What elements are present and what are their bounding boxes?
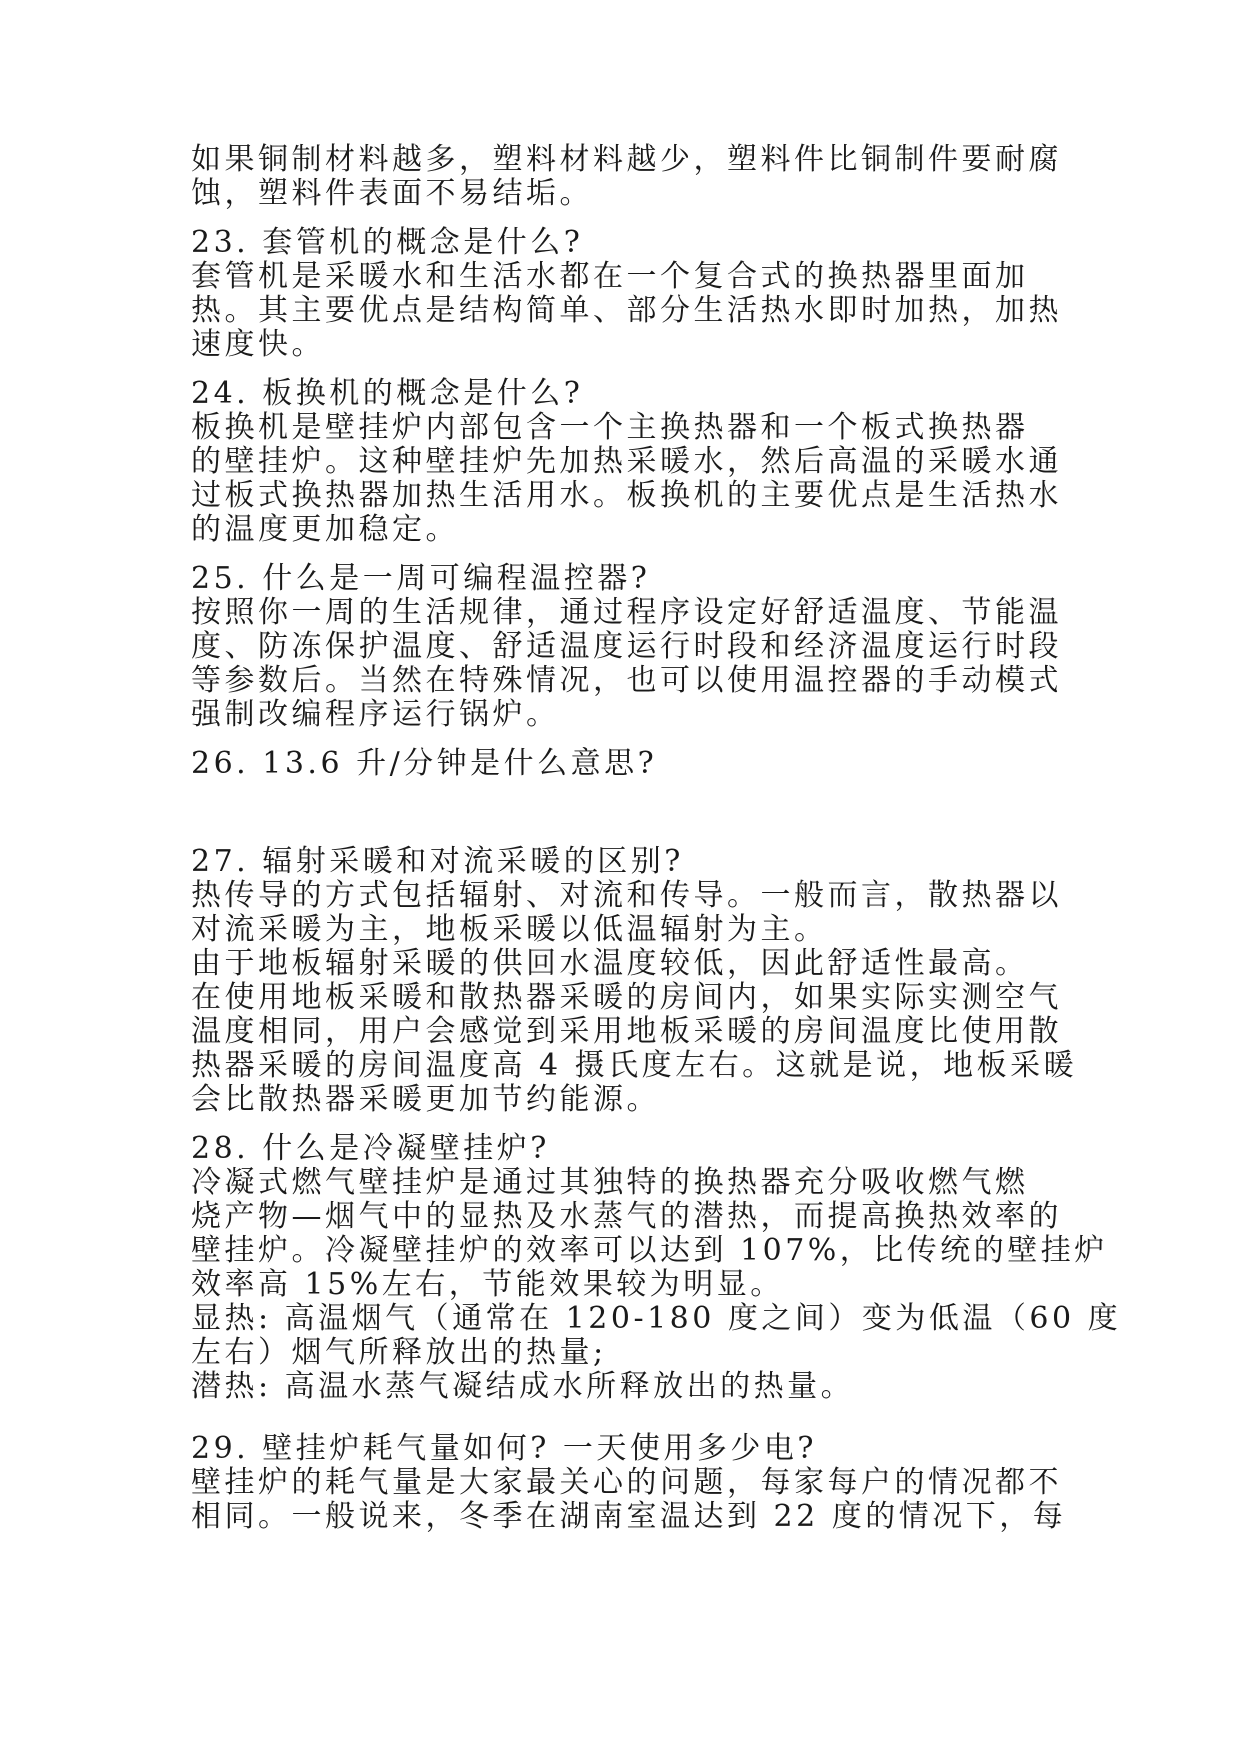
section-24 [191, 376, 1062, 547]
text-line: 度、防冻保护温度、舒适温度运行时段和经济温度运行时段 [191, 629, 1062, 664]
text-line: 会比散热器采暖更加节约能源。 [191, 1082, 660, 1117]
text-line: 强制改编程序运行锅炉。 [191, 697, 560, 732]
section-28 [191, 1131, 1122, 1404]
text-line: 热传导的方式包括辐射、对流和传导。一般而言，散热器以 [191, 878, 1062, 913]
text-line: 壁挂炉的耗气量是大家最关心的问题，每家每户的情况都不 [191, 1465, 1062, 1500]
text-line: 烧产物—烟气中的显热及水蒸气的潜热，而提高换热效率的 [191, 1199, 1062, 1234]
text-line: 效率高 15%左右，节能效果较为明显。 [191, 1267, 784, 1302]
section-25 [191, 561, 1062, 732]
text-line: 热器采暖的房间温度高 4 摄氏度左右。这就是说，地板采暖 [191, 1048, 1078, 1083]
text-line: 板换机是壁挂炉内部包含一个主换热器和一个板式换热器 [191, 410, 1029, 445]
text-line: 由于地板辐射采暖的供回水温度较低，因此舒适性最高。 [191, 946, 1029, 981]
text-line: 过板式换热器加热生活用水。板换机的主要优点是生活热水 [191, 478, 1062, 513]
question-heading: 25. 什么是一周可编程温控器? [191, 561, 651, 596]
text-line: 的壁挂炉。这种壁挂炉先加热采暖水，然后高温的采暖水通 [191, 444, 1062, 479]
text-line: 冷凝式燃气壁挂炉是通过其独特的换热器充分吸收燃气燃 [191, 1165, 1029, 1200]
text-line: 套管机是采暖水和生活水都在一个复合式的换热器里面加 [191, 259, 1029, 294]
question-heading: 23. 套管机的概念是什么? [191, 225, 584, 260]
question-heading: 28. 什么是冷凝壁挂炉? [191, 1131, 550, 1166]
text-line: 潜热: 高温水蒸气凝结成水所释放出的热量。 [191, 1369, 855, 1404]
question-heading: 29. 壁挂炉耗气量如何? 一天使用多少电? [191, 1431, 817, 1466]
text-line: 壁挂炉。冷凝壁挂炉的效率可以达到 107%，比传统的壁挂炉 [191, 1233, 1108, 1268]
section-27 [191, 844, 1078, 1117]
text-line: 等参数后。当然在特殊情况，也可以使用温控器的手动模式 [191, 663, 1062, 698]
text-line: 的温度更加稳定。 [191, 512, 459, 547]
text-line: 速度快。 [191, 327, 325, 362]
text-line: 显热: 高温烟气（通常在 120-180 度之间）变为低温（60 度 [191, 1301, 1122, 1336]
text-line: 左右）烟气所释放出的热量; [191, 1335, 607, 1370]
text-line: 相同。一般说来，冬季在湖南室温达到 22 度的情况下，每 [191, 1499, 1067, 1534]
text-line: 温度相同，用户会感觉到采用地板采暖的房间温度比使用散 [191, 1014, 1062, 1049]
section-29 [191, 1431, 1067, 1534]
document-page [191, 142, 1122, 1549]
text-line: 如果铜制材料越多，塑料材料越少，塑料件比铜制件要耐腐 [191, 142, 1062, 177]
section-26 [191, 747, 1057, 781]
question-heading: 27. 辐射采暖和对流采暖的区别? [191, 844, 684, 879]
text-line: 热。其主要优点是结构简单、部分生活热水即时加热，加热 [191, 293, 1062, 328]
intro-paragraph [191, 142, 1062, 211]
question-heading: 26. 13.6 升/分钟是什么意思? [191, 746, 658, 781]
question-heading: 24. 板换机的概念是什么? [191, 376, 584, 411]
text-line: 在使用地板采暖和散热器采暖的房间内，如果实际实测空气 [191, 980, 1062, 1015]
section-23 [191, 225, 1062, 362]
text-line: 蚀，塑料件表面不易结垢。 [191, 176, 593, 211]
text-line: 对流采暖为主，地板采暖以低温辐射为主。 [191, 912, 828, 947]
text-line: 按照你一周的生活规律，通过程序设定好舒适温度、节能温 [191, 595, 1062, 630]
